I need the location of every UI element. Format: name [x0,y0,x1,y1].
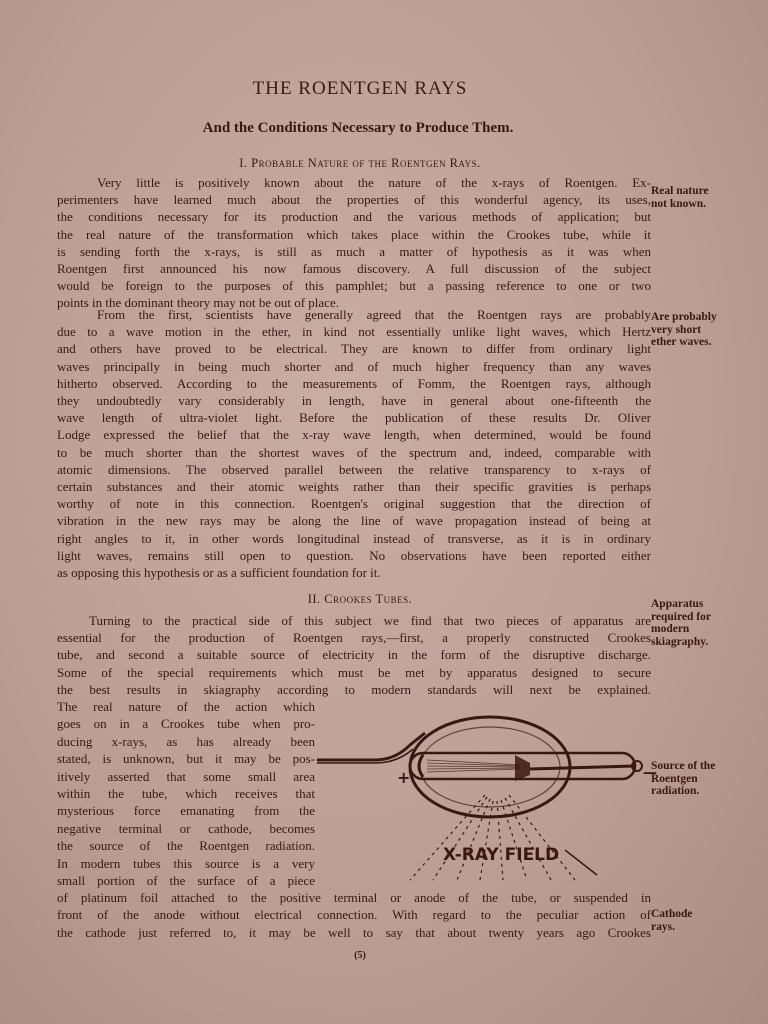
cathode-ray-lines [427,760,520,772]
margin-note-real-nature [651,185,761,210]
text-line: is sending forth the x-rays, is still as much a matter of hypothesis as it was when [57,243,651,259]
note-line: rays. [651,920,675,933]
anticathode-target [515,755,530,781]
text-line: From the first, scientists have generally agreed that the Roentgen rays are probably [97,307,651,322]
margin-note-cathode [651,908,761,933]
text-line: tube, and second a suitable source of electricity in the form of the disruptive discharge. [57,647,651,663]
section-2-heading [0,592,720,607]
note-line: radiation. [651,785,700,797]
field-edge-line [565,850,597,875]
text-line: In modern tubes this source is a very [57,855,315,871]
text-line: points in the dominant theory may not be out of place. [57,295,339,311]
anode-rod [530,766,635,769]
text-line: essential for the production of Roentgen rays,—first, a properly constructed Crookes [57,630,651,646]
text-line: The real nature of the action which [57,699,315,714]
page-subtitle: And the Conditions Necessary to Produce Them. [202,120,514,136]
text-line: waves principally in being much shorter and of much higher frequency than any waves [57,358,651,374]
note-line: very short [651,323,702,336]
crookes-tube-diagram [315,705,660,890]
note-line: Source of the [651,760,716,772]
text-line: goes on in a Crookes tube when pro- [57,716,315,732]
text-line: atomic dimensions. The observed parallel between the relative transparency to x-rays of [57,461,651,477]
note-line: ether waves. [651,336,712,348]
x-ray-field-label: X-RAY FIELD [443,845,560,865]
text-line: they undoubtedly vary considerably in length, have in general about one-fifteenth the [57,393,651,409]
section-2-paragraph-1 [57,612,651,698]
text-line: certain substances and their atomic weights rather than their specific gravities is perhaps [57,479,651,495]
plus-sign: + [397,768,411,787]
text-line: would be foreign to the purposes of this pamphlet; but a passing reference to one or two [57,278,651,294]
text-line: stated, is unknown, but it may be pos- [57,751,315,767]
text-line: to be much shorter than the shortest waves of the spectrum and, indeed, comparable with [57,444,651,460]
text-line: right angles to it, in other words longitudinal instead of transverse, as it is in ordinary [57,530,651,546]
minus-sign: — [643,765,657,781]
note-line: Cathode [651,908,693,920]
section-1-heading [0,156,720,171]
text-line: wave length of ultra-violet light. Before the publication of these results Dr. Oliver [57,410,651,426]
text-line: of platinum foil attached to the positive terminal or anode of the tube, or suspended in [57,890,651,905]
page-number: (5) [354,950,366,961]
text-line: perimenters have learned much about the properties of this wonderful agency, its uses, [57,192,651,208]
note-line: modern [651,623,690,635]
text-line: due to a wave motion in the ether, in kind not essentially unlike light waves, which Hertz [57,324,651,340]
note-line: required for [651,610,711,623]
text-line: front of the anode without electrical connection. With regard to the peculiar action of [57,907,651,923]
note-line: Roentgen [651,772,698,785]
text-line: worthy of note in this connection. Roentgen's original suggestion that the direction of [57,496,651,512]
cathode-disc [419,755,423,777]
margin-note-apparatus [651,598,761,648]
text-line: small portion of the surface of a piece [57,873,315,889]
text-line: and others have proved to be electrical. They are known to differ from ordinary light [57,341,651,357]
text-line: vibration in the new rays may be along the line of wave propagation instead of being at [57,513,651,529]
note-line: skiagraphy. [651,635,709,648]
note-line: Real nature [651,185,709,197]
note-line: Are probably [651,311,717,323]
section-1-paragraph-1 [57,174,651,312]
text-line: mysterious force emanating from the [57,803,315,819]
section-2-heading-text: II. Crookes Tubes. [307,592,413,606]
text-line: Very little is positively known about the nature of the x-rays of Roentgen. Ex- [97,175,651,190]
text-line: the cathode just referred to, it may be well to say that about twenty years ago Crookes [57,924,651,940]
text-line: itively asserted that some small area [57,768,315,784]
page-title: THE ROENTGEN RAYS [252,78,468,99]
section-2-left-column [57,698,315,889]
section-2-continuation [57,889,651,941]
section-1-heading-text: I. Probable Nature of the Roentgen Rays. [239,156,481,170]
margin-note-source [651,760,761,798]
text-line: hitherto observed. According to the measurements of Fomm, the Roentgen rays, although [57,375,651,391]
text-line: the source of the Roentgen radiation. [57,838,315,854]
text-line: negative terminal or cathode, becomes [57,820,315,836]
text-line: light waves, remains still open to question. No observations have been reported either [57,547,651,563]
text-line: Roentgen first announced his now famous discovery. A full discussion of the subject [57,261,651,277]
text-line: the best results in skiagraphy according to modern standards will next be explained. [57,681,651,697]
text-line: as opposing this hypothesis or as a sufficient foundation for it. [57,565,381,581]
margin-note-short-waves [651,311,761,349]
text-line: within the tube, which receives that [57,786,315,802]
text-line: Lodge expressed the belief that the x-ray wave length, when determined, would be found [57,427,651,443]
x-ray-field-lines [410,795,575,880]
section-1-paragraph-2 [57,306,651,581]
cathode-stem [317,733,425,760]
note-line: Apparatus [651,598,704,610]
text-line: Turning to the practical side of this subject we find that two pieces of apparatus are [89,613,651,628]
text-line: Some of the special requirements which must be met by apparatus designed to secure [57,664,651,680]
note-line: not known. [651,197,706,210]
text-line: the real nature of the transformation which takes place within the Crookes tube, while it [57,226,651,242]
text-line: ducing x-rays, as has already been [57,733,315,749]
text-line: the conditions necessary for its production and the various methods of application; but [57,209,651,225]
